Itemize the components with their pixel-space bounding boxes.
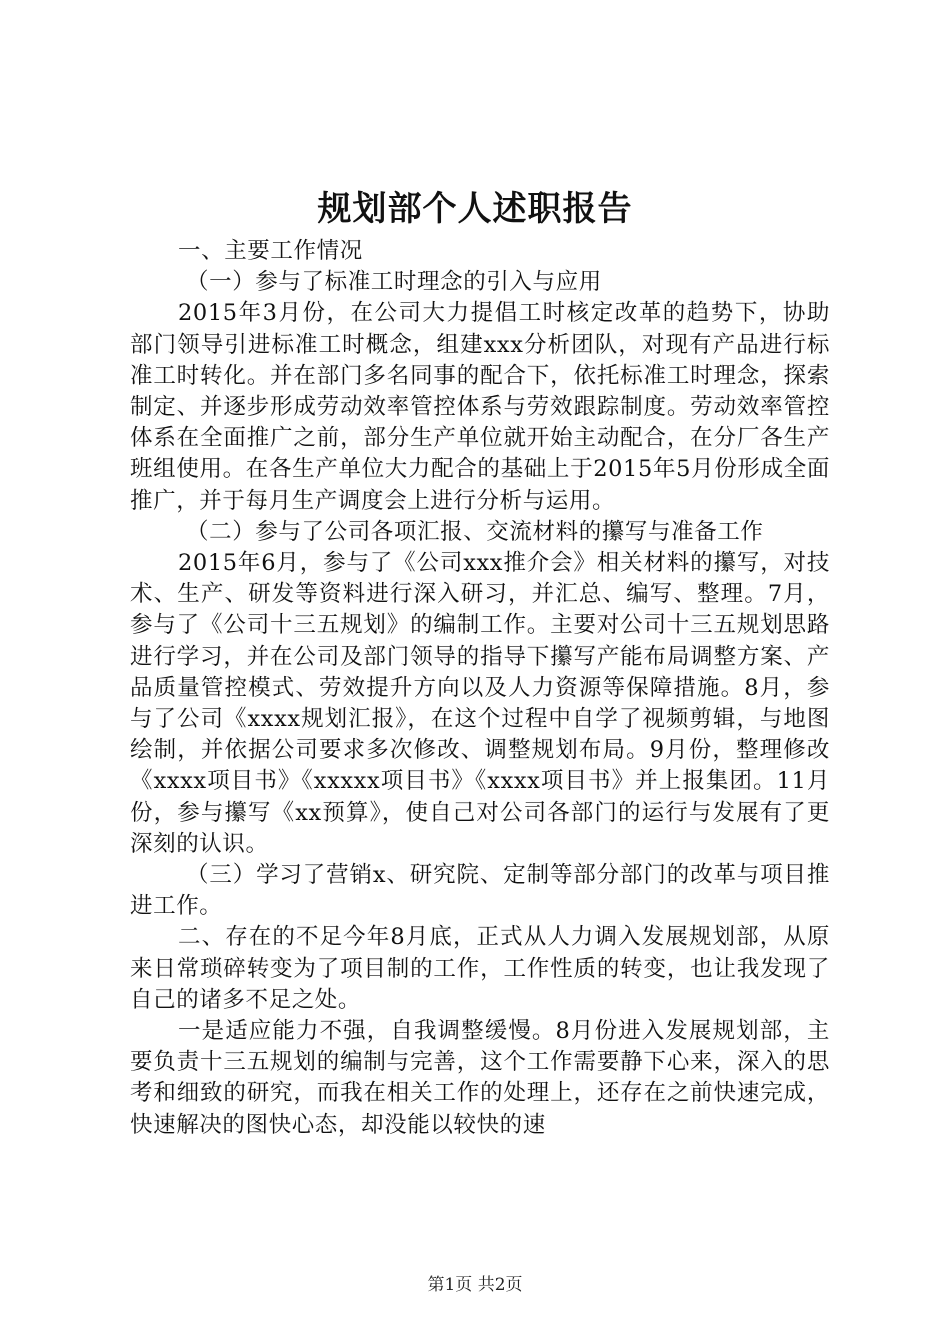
subsection-heading-1: （一）参与了标准工时理念的引入与应用	[186, 269, 602, 296]
section-heading-shortcomings: 二、存在的不足今年8月底，正式从人力调入发展规划部，从原来日常琐碎转变为了项目制的工作，工作性质的转变，也让我发现了自己的诸多不足之处。	[130, 924, 830, 1013]
subsection-heading-2: （二）参与了公司各项汇报、交流材料的攥写与准备工作	[186, 518, 764, 545]
document-title: 规划部个人述职报告	[317, 189, 633, 229]
paragraph-reports-materials: 2015年6月，参与了《公司xxx推介会》相关材料的攥写，对技术、生产、研发等资料进行深入研习，并汇总、编写、整理。7月，参与了《公司十三五规划》的编制工作。主要对公司十三五规划思路进行学习，并在公司及部门领导的指导下攥写产能布局调整方案、产品质量管控模式、劳效提升方向以及人力资源等保障措施。8月，参与了公司《xxxx规划汇报》，在这个过程中自学了视频剪辑，与地图绘制，并依据公司要求多次修改、调整规划布局。9月份，整理修改《xxxx项目书》《xxxxx项目书》《xxxx项目书》并上报集团。11月份，参与攥写《xx预算》，使自己对公司各部门的运行与发展有了更深刻的认识。	[130, 550, 830, 857]
paragraph-adaptability: 一是适应能力不强，自我调整缓慢。8月份进入发展规划部，主要负责十三五规划的编制与完善，这个工作需要静下心来，深入的思考和细致的研究，而我在相关工作的处理上，还存在之前快速完成，快速解决的图快心态，却没能以较快的速	[130, 1018, 830, 1138]
page-footer: 第1页 共2页	[427, 1275, 523, 1295]
section-heading-main-work: 一、主要工作情况	[178, 238, 363, 264]
paragraph-standard-hours: 2015年3月份，在公司大力提倡工时核定改革的趋势下，协助部门领导引进标准工时概念，组建xxx分析团队，对现有产品进行标准工时转化。并在部门多名同事的配合下，依托标准工时理念，探索制定、并逐步形成劳动效率管控体系与劳效跟踪制度。劳动效率管控体系在全面推广之前，部分生产单位就开始主动配合，在分厂各生产班组使用。在各生产单位大力配合的基础上于2015年5月份形成全面推广，并于每月生产调度会上进行分析与运用。	[130, 300, 830, 514]
subsection-heading-3: （三）学习了营销x、研究院、定制等部分部门的改革与项目推进工作。	[130, 862, 830, 920]
document-body	[130, 236, 830, 1141]
